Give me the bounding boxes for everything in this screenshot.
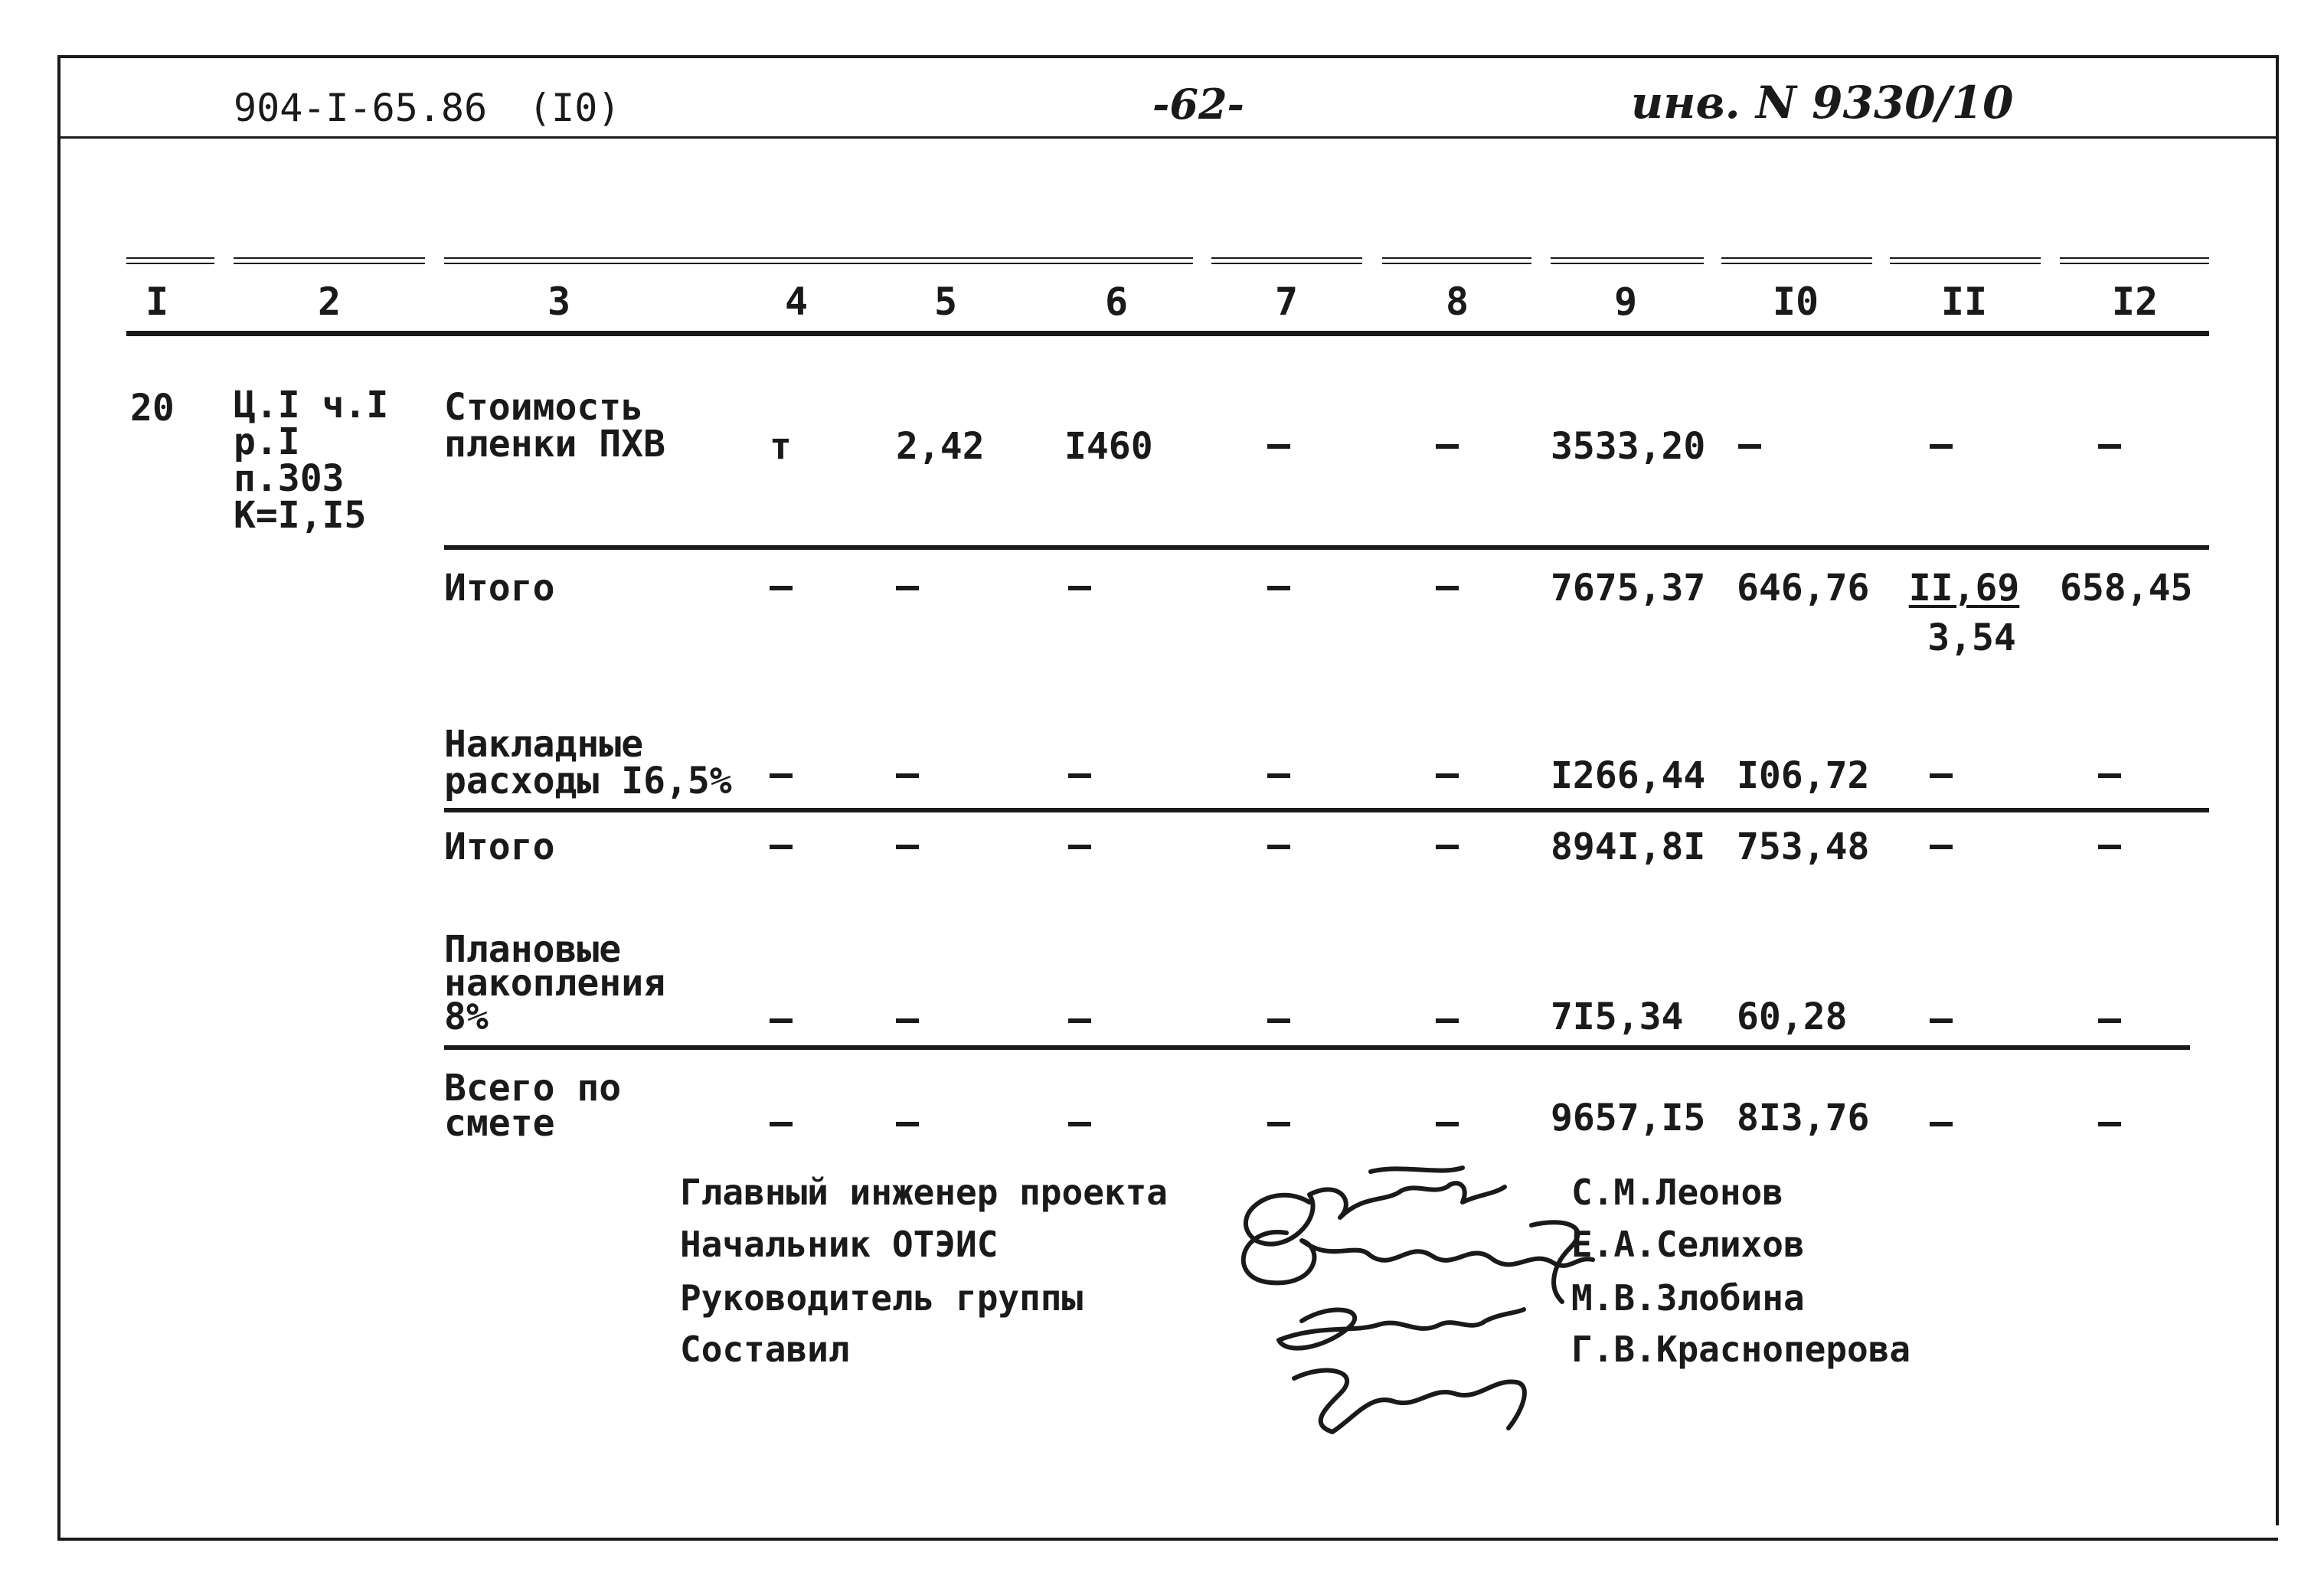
item-name: Итого	[444, 567, 555, 610]
item-name: Плановые накопления 8%	[444, 928, 665, 1038]
wages-cost: 753,48	[1737, 825, 1870, 868]
empty-dash	[770, 1122, 793, 1126]
signatory-name: М.В.Злобина	[1571, 1277, 1805, 1319]
colhead-line	[1040, 257, 1193, 264]
total-cost: I266,44	[1551, 754, 1706, 797]
signatory-title: Составил	[680, 1329, 850, 1370]
empty-dash	[2098, 1018, 2121, 1023]
column-number: 6	[1104, 279, 1129, 324]
item-name: Итого	[444, 825, 555, 868]
page-number: -62-	[1152, 80, 1244, 129]
quantity: 2,42	[896, 425, 985, 468]
empty-dash	[1930, 773, 1953, 778]
doc-code: 904-I-65.86	[234, 86, 488, 130]
signature-4	[1294, 1371, 1525, 1432]
total-cost: 3533,20	[1551, 425, 1706, 468]
empty-dash	[1068, 586, 1091, 590]
colhead-line	[126, 257, 214, 264]
wages-cost: 8I3,76	[1737, 1097, 1870, 1139]
empty-dash	[1930, 444, 1953, 449]
empty-dash	[1930, 1122, 1953, 1126]
row-number: 20	[130, 387, 175, 430]
signatory-title: Главный инженер проекта	[680, 1172, 1168, 1213]
colhead-line	[1382, 257, 1531, 264]
frame-top	[57, 55, 2278, 58]
frame-bottom	[57, 1538, 2278, 1541]
empty-dash	[770, 773, 793, 778]
item-name: Всего по смете	[444, 1067, 622, 1145]
signatory-name: С.М.Леонов	[1571, 1172, 1783, 1213]
column-number: II	[1940, 279, 1988, 324]
column-number: I2	[2111, 279, 2159, 324]
signatory-title: Руководитель группы	[680, 1277, 1084, 1319]
signatory-name: Г.В.Красноперова	[1571, 1329, 1911, 1370]
column-number: 3	[547, 279, 571, 324]
empty-dash	[2098, 1122, 2121, 1126]
empty-dash	[1267, 773, 1290, 778]
header-rule	[57, 136, 2278, 139]
empty-dash	[896, 1018, 919, 1023]
column-number: I0	[1772, 279, 1819, 324]
empty-dash	[1436, 586, 1459, 590]
column-number: 2	[317, 279, 342, 324]
colhead-line	[1211, 257, 1362, 264]
item-name: Накладные расходы I6,5%	[444, 723, 732, 803]
empty-dash	[770, 845, 793, 849]
frame-right	[2276, 55, 2279, 1525]
empty-dash	[1267, 1018, 1290, 1023]
col12-value: 658,45	[2060, 567, 2193, 610]
total-cost: 9657,I5	[1551, 1097, 1706, 1139]
colhead-line	[1890, 257, 2041, 264]
signature-2	[1244, 1232, 1593, 1283]
column-number: 9	[1613, 279, 1638, 324]
row-rule	[444, 545, 2209, 550]
empty-dash	[2098, 845, 2121, 849]
row-rule	[444, 1045, 2190, 1050]
empty-dash	[1436, 444, 1459, 449]
column-number: 5	[933, 279, 958, 324]
empty-dash	[1267, 1122, 1290, 1126]
colhead-line	[1551, 257, 1704, 264]
unit-price: I460	[1064, 425, 1153, 468]
empty-dash	[1436, 845, 1459, 849]
colhead-line	[2060, 257, 2209, 264]
empty-dash	[1267, 845, 1290, 849]
wages-cost: 646,76	[1737, 567, 1870, 610]
machine-cost-fraction-top: II,69	[1908, 567, 2020, 610]
signature-scribbles	[1210, 1149, 1639, 1440]
column-number: 8	[1445, 279, 1469, 324]
signature-1	[1246, 1183, 1505, 1244]
machine-cost-fraction-bottom: 3,54	[1927, 616, 2016, 659]
price-reference: Ц.I ч.I р.I п.303 К=I,I5	[234, 384, 389, 537]
column-number: 4	[784, 279, 809, 324]
empty-dash	[1436, 1018, 1459, 1023]
empty-dash	[770, 1018, 793, 1023]
column-number: 7	[1274, 279, 1299, 324]
empty-dash	[770, 586, 793, 590]
unit: т	[770, 425, 792, 468]
empty-dash	[1930, 1018, 1953, 1023]
header-bottom-rule	[126, 331, 2209, 336]
empty-dash	[2098, 773, 2121, 778]
empty-dash	[1267, 586, 1290, 590]
empty-dash	[1068, 1018, 1091, 1023]
empty-dash	[1930, 845, 1953, 849]
colhead-line	[871, 257, 1022, 264]
wages-cost: I06,72	[1737, 754, 1870, 797]
signature-3	[1279, 1309, 1524, 1348]
empty-dash	[1267, 444, 1290, 449]
item-name: Стоимость пленки ПХВ	[444, 386, 665, 466]
total-cost: 7I5,34	[1551, 995, 1684, 1038]
empty-dash	[1068, 845, 1091, 849]
empty-dash	[896, 1122, 919, 1126]
wages-cost: 60,28	[1737, 995, 1848, 1038]
frame-left	[57, 55, 60, 1541]
row-rule	[444, 808, 2209, 812]
total-cost: 7675,37	[1551, 567, 1706, 610]
empty-dash	[1436, 773, 1459, 778]
colhead-line	[234, 257, 425, 264]
empty-dash	[1068, 1122, 1091, 1126]
sheet-part: (I0)	[528, 86, 621, 130]
colhead-line	[724, 257, 850, 264]
colhead-line	[1721, 257, 1872, 264]
column-number: I	[145, 279, 169, 324]
empty-dash	[1436, 1122, 1459, 1126]
empty-dash	[1738, 444, 1761, 449]
empty-dash	[896, 773, 919, 778]
total-cost: 894I,8I	[1551, 825, 1706, 868]
inventory-number: инв. N 9330/10	[1631, 77, 2014, 129]
empty-dash	[896, 845, 919, 849]
signatory-title: Начальник ОТЭИС	[680, 1224, 999, 1265]
empty-dash	[896, 586, 919, 590]
empty-dash	[2098, 444, 2121, 449]
empty-dash	[1068, 773, 1091, 778]
signatory-name: Е.А.Селихов	[1571, 1224, 1805, 1265]
